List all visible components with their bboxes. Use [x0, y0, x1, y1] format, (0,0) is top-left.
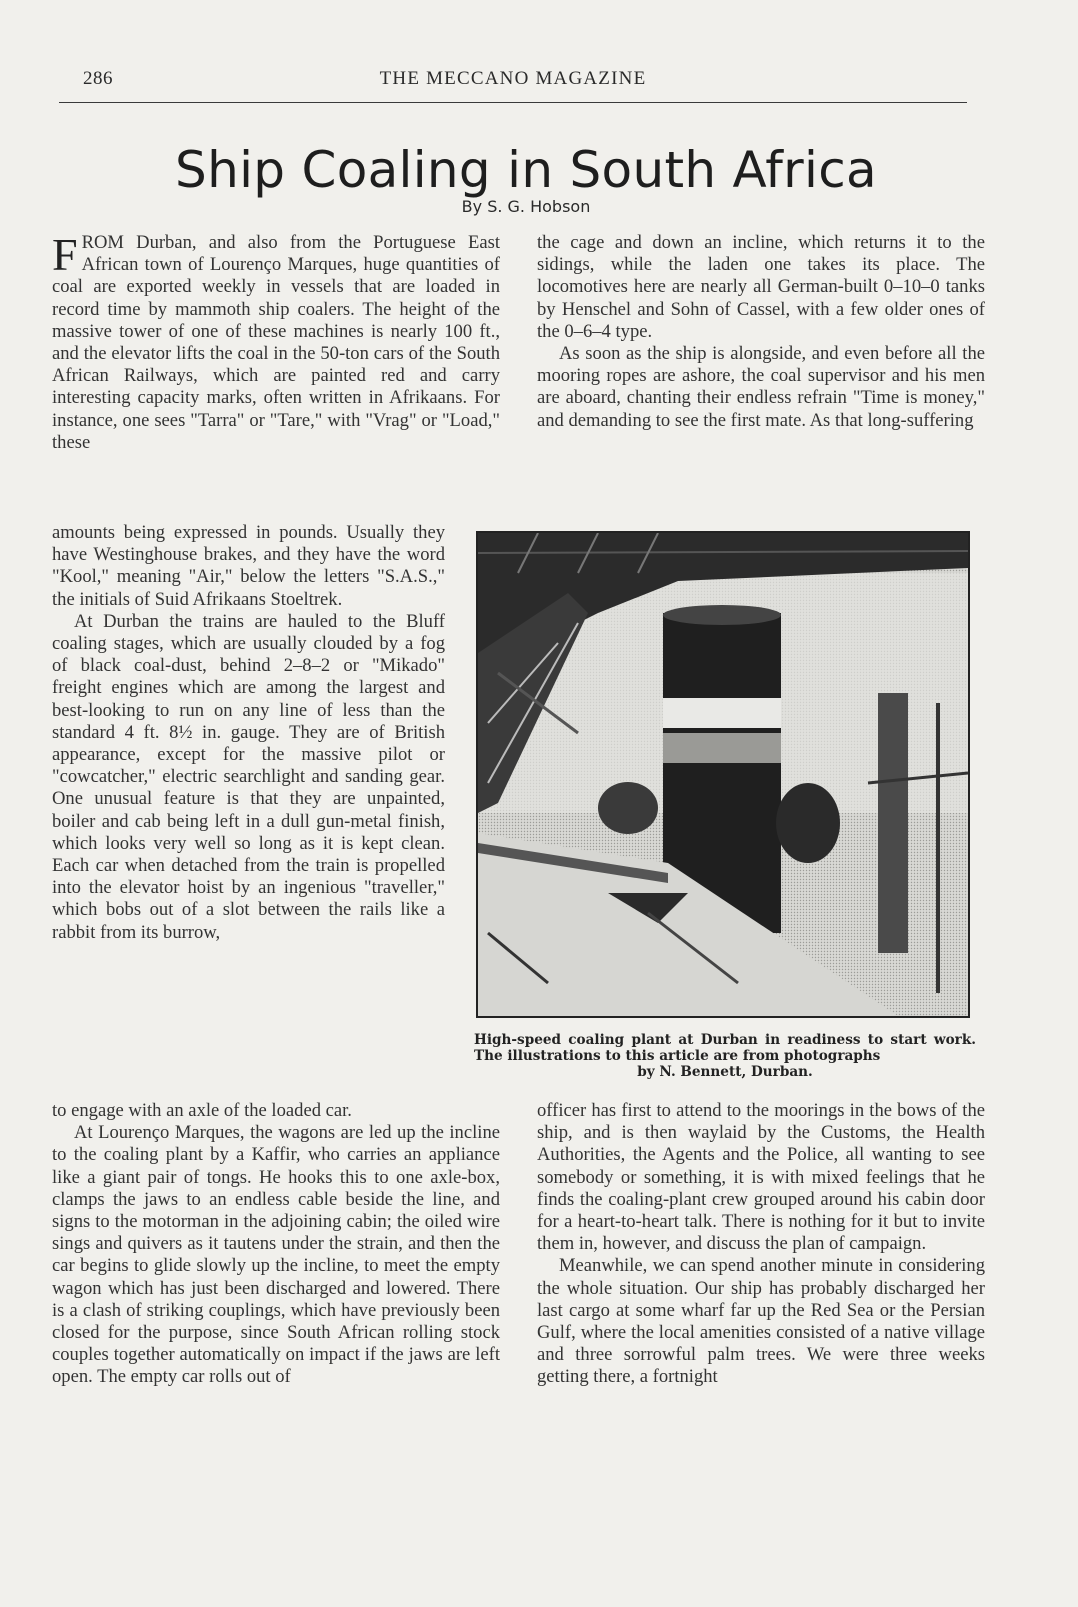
drop-cap: F [52, 229, 78, 280]
page-number: 286 [83, 68, 113, 89]
article-title: Ship Coaling in South Africa [175, 141, 877, 199]
column-2-top [537, 232, 985, 432]
paragraph: At Durban the trains are hauled to the Bluff coaling stages, which are usually clouded by a fog of black coal-dust, behind 2–8–2 or "Mikado" freight engines which are among the largest and best-looking to run on any line of less than the standard 4 ft. 8½ in. gauge. They are of British appearance, except for the massive pilot or "cowcatcher," electric searchlight and sanding gear. One unusual feature is that they are unpainted, boiler and cab being left in a dull gun-metal finish, which looks very well so long as it is kept clean. Each car when detached from the train is propelled into the elevator hoist by an ingenious "traveller," which bobs out of a slot between the rails like a rabbit from its burrow, [52, 610, 445, 943]
paragraph: the cage and down an incline, which returns it to the sidings, while the laden one takes its place. The locomotives here are nearly all German-built 0–10–0 tanks by Henschel and Sohn of Cassel, with a few older ones of the 0–6–4 type. [537, 232, 985, 342]
paragraph [52, 229, 500, 454]
running-head: THE MECCANO MAGAZINE [379, 68, 647, 89]
photo-illustration [478, 533, 968, 1016]
article-byline: By S. G. Hobson [461, 197, 591, 216]
column-1-wrap [52, 522, 445, 944]
paragraph: amounts being expressed in pounds. Usually they have Westinghouse brakes, and they have the word "Kool," meaning "Air," below the letters "S.A.S.," the initials of Suid Afrikaans Stoeltrek. [52, 522, 445, 610]
page-header [59, 68, 967, 103]
paragraph: As soon as the ship is alongside, and even before all the mooring ropes are ashore, the coal supervisor and his men are aboard, chanting their endless refrain "Time is money," and demanding to see the first mate. As that long-suffering [537, 343, 985, 431]
paragraph: officer has first to attend to the moorings in the bows of the ship, and is then waylaid by the Customs, the Health Authorities, the Agents and the Police, all wanting to see somebody or something, it is with mixed feelings that he finds the coaling-plant crew grouped around his cabin door for a heart-to-heart talk. There is nothing for it but to invite them in, however, and discuss the plan of campaign. [537, 1100, 985, 1255]
column-1-top [52, 229, 500, 454]
paragraph: At Lourenço Marques, the wagons are led up the incline to the coaling plant by a Kaffir, who carries an appliance like a giant pair of tongs. He hooks this to one axle-box, clamps the jaws to an endless cable beside the line, and signs to the motorman in the adjoining cabin; the oiled wire sings and quivers as it tautens under the strain, and then the car begins to glide slowly up the incline, to meet the empty wagon which has just been discharged and lowered. There is a clash of striking couplings, which have previously been closed for the purpose, since South African rolling stock couples together automatically on impact if the jaws are left open. The empty car rolls out of [52, 1122, 500, 1388]
paragraph: to engage with an axle of the loaded car. [52, 1100, 352, 1121]
photo-caption [474, 1032, 976, 1080]
paragraph: Meanwhile, we can spend another minute in considering the whole situation. Our ship has probably discharged her last cargo at some wharf far up the Red Sea or the Persian Gulf, where the local amenities consisted of a native village and three sorrowful palm trees. We were three weeks getting there, a fortnight [537, 1255, 985, 1388]
caption-credit: by N. Bennett, Durban. [637, 1064, 813, 1080]
column-2-bottom [537, 1100, 985, 1389]
caption-text: High-speed coaling plant at Durban in readiness to start work. The illustrations to this article are from photographs [474, 1032, 976, 1064]
column-1-bottom [52, 1100, 500, 1389]
coaling-plant-photo [476, 531, 970, 1018]
paragraph-text: ROM Durban, and also from the Portuguese East African town of Lourenço Marques, huge quantities of coal are exported weekly in vessels that are loaded in record time by mammoth ship coalers. The height of the massive tower of one of these machines is nearly 100 ft., and the elevator lifts the coal in the 50-ton cars of the South African Railways, which are painted red and carry interesting capacity marks, often written in Afrikaans. For instance, one sees "Tarra" or "Tare," with "Vrag" or "Load," these [52, 232, 500, 453]
